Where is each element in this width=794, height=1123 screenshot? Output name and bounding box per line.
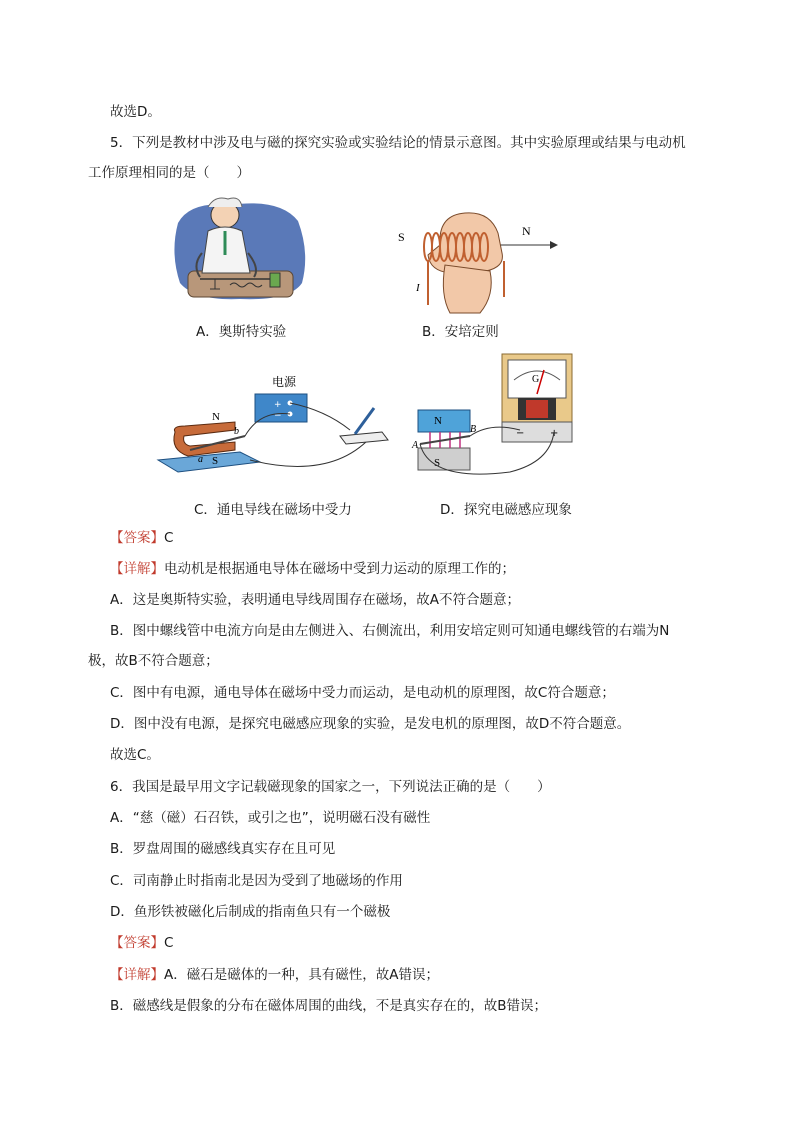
svg-text:+: + (274, 400, 282, 410)
select-5: 故选C。 (110, 747, 160, 763)
detail-5 (110, 559, 515, 579)
detail-text: 电动机是根据通电导体在磁场中受到力运动的原理工作的； (164, 561, 515, 577)
label-b: b (234, 426, 239, 437)
answer-value: C (164, 530, 174, 546)
question-6-option-c: C．司南静止时指南北是因为受到了地磁场的作用 (110, 873, 403, 889)
label-n: N (434, 415, 442, 427)
answer-tag: 【答案】 (110, 530, 164, 546)
detail-text: A．磁石是磁体的一种，具有磁性，故A错误； (164, 967, 439, 983)
answer-6 (110, 933, 173, 953)
detail-6-a (110, 965, 439, 985)
label-n: N (522, 224, 531, 238)
question-6-stem: 6．我国是最早用文字记载磁现象的国家之一，下列说法正确的是（ ） (110, 779, 551, 795)
text-line: 故选D。 (110, 104, 161, 120)
caption-c: C．通电导线在磁场中受力 (194, 502, 352, 518)
caption-a: A．奥斯特实验 (196, 324, 287, 340)
detail-5-a: A．这是奥斯特实验，表明通电导线周围存在磁场，故A不符合题意； (110, 592, 520, 608)
label-a: A (412, 440, 419, 451)
label-s: S (212, 455, 219, 467)
answer-5 (110, 528, 173, 548)
question-5-stem-cont: 工作原理相同的是（ ） (88, 165, 250, 181)
label-n: N (212, 411, 220, 423)
detail-6-b: B．磁感线是假象的分布在磁体周围的曲线，不是真实存在的，故B错误； (110, 998, 548, 1014)
label-a: a (198, 454, 203, 465)
label-i: I (416, 282, 420, 294)
detail-5-b: B．图中螺线管中电流方向是由左侧进入、右侧流出，利用安培定则可知通电螺线管的右端为N (110, 623, 670, 639)
caption-d: D．探究电磁感应现象 (440, 502, 572, 518)
detail-5-b-cont: 极，故B不符合题意； (88, 653, 219, 669)
label-plus: + (550, 428, 559, 439)
answer-tag: 【答案】 (110, 935, 164, 951)
answer-value: C (164, 935, 174, 951)
figure-c-wire-in-field (150, 370, 390, 485)
svg-text:−: − (274, 411, 282, 421)
figure-a-oersted (170, 193, 315, 308)
question-6-option-a: A．“慈（磁）石召铁，或引之也”，说明磁石没有磁性 (110, 810, 431, 826)
question-6-option-d: D．鱼形铁被磁化后制成的指南鱼只有一个磁极 (110, 904, 391, 920)
detail-5-c: C．图中有电源，通电导体在磁场中受力而运动，是电动机的原理图，故C符合题意； (110, 685, 615, 701)
detail-5-d: D．图中没有电源，是探究电磁感应现象的实验，是发电机的原理图，故D不符合题意。 (110, 716, 631, 732)
figure-b-ampere-rule (390, 205, 560, 315)
label-b: B (470, 424, 477, 435)
label-g: G (532, 374, 540, 385)
label-s: S (398, 230, 405, 244)
question-5-stem: 5．下列是教材中涉及电与磁的探究实验或实验结论的情景示意图。其中实验原理或结果与电动机 (110, 135, 686, 151)
detail-tag: 【详解】 (110, 561, 164, 577)
label-s: S (434, 457, 441, 469)
question-6-option-b: B．罗盘周围的磁感线真实存在且可见 (110, 841, 336, 857)
detail-tag: 【详解】 (110, 967, 164, 983)
label-minus: − (516, 428, 525, 439)
label-power: 电源 (272, 375, 297, 389)
caption-b: B．安培定则 (422, 324, 499, 340)
figure-d-em-induction (410, 352, 585, 487)
